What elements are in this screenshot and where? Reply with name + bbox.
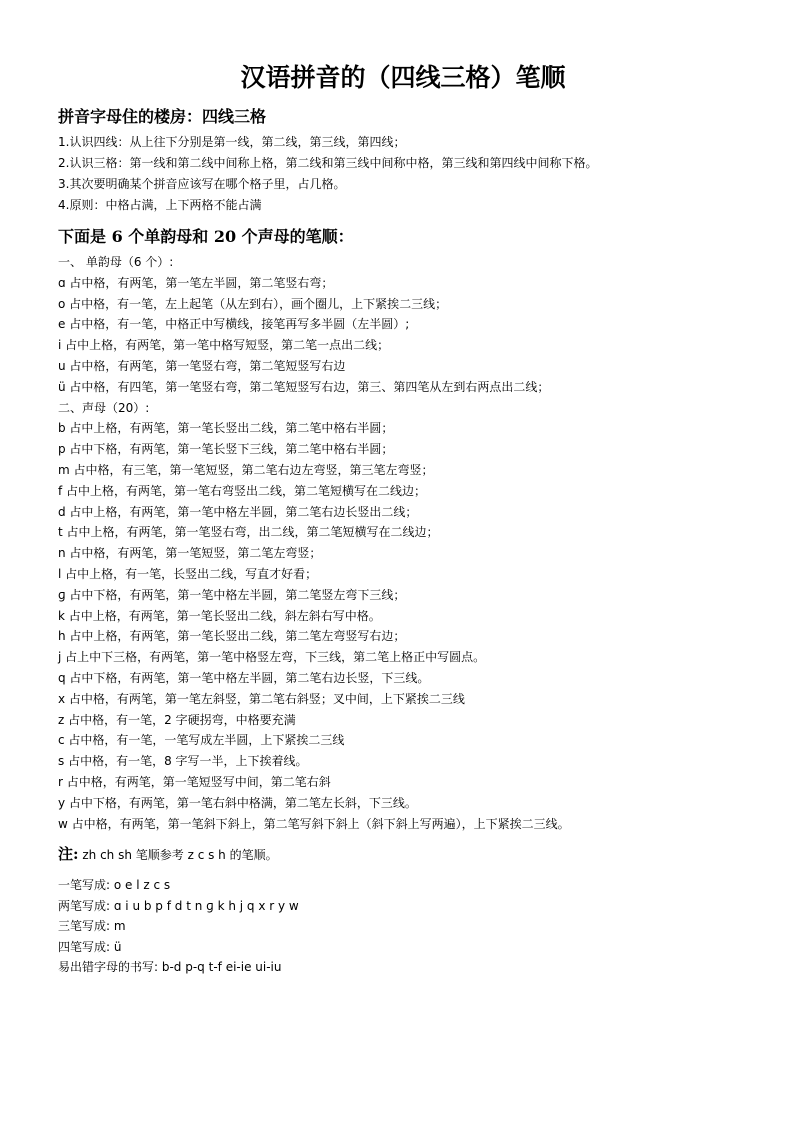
- consonant-item: b 占中上格，有两笔，第一笔长竖出二线，第二笔中格右半圆；: [58, 421, 394, 436]
- vowel-item: u 占中格，有两笔，第一笔竖右弯，第二笔短竖写右边: [58, 358, 346, 373]
- consonant-item: ɡ 占中下格，有两笔，第一笔中格左半圆，第二笔竖左弯下三线；: [58, 587, 406, 602]
- stroke-group-line: 两笔写成: ɑ i u b p f d t n ɡ k h j q x r y w: [58, 898, 299, 913]
- consonant-item: m 占中格，有三笔，第一笔短竖，第二笔右边左弯竖，第三笔左弯竖；: [58, 462, 434, 477]
- consonant-item: w 占中格，有两笔，第一笔斜下斜上，第二笔写斜下斜上（斜下斜上写两遍），上下紧挨二三线。: [58, 816, 570, 831]
- vowel-item: o 占中格，有一笔，左上起笔（从左到右），画个圈儿，上下紧挨二三线；: [58, 296, 448, 311]
- vowel-item: i 占中上格，有两笔，第一笔中格写短竖，第二笔一点出二线；: [58, 338, 390, 353]
- document-page: [58, 58, 748, 978]
- consonant-item: z 占中格，有一笔，2 字硬拐弯，中格要充满: [58, 712, 296, 727]
- consonant-item: k 占中上格，有两笔，第一笔长竖出二线，斜左斜右写中格。: [58, 608, 381, 623]
- vowel-item: ü 占中格，有四笔，第一笔竖右弯，第二笔短竖写右边，第三、第四笔从左到右两点出二线；: [58, 379, 550, 394]
- consonant-item: h 占中上格，有两笔，第一笔长竖出二线，第二笔左弯竖写右边；: [58, 629, 406, 644]
- note-paragraph: [58, 842, 748, 867]
- vowels-list: [58, 252, 748, 398]
- vowel-item: ɑ 占中格，有两笔，第一笔左半圆，第二笔竖右弯；: [58, 275, 334, 290]
- section1-heading: 拼音字母住的楼房：四线三格: [58, 107, 267, 126]
- consonant-item: s 占中格，有一笔，8 字写一半，上下挨着线。: [58, 754, 308, 769]
- stroke-group-line: 一笔写成: o e l z c s: [58, 878, 171, 893]
- consonant-item: d 占中上格，有两笔，第一笔中格左半圆，第二笔右边长竖出二线；: [58, 504, 418, 519]
- vowel-item: e 占中格，有一笔，中格正中写横线，接笔再写多半圆（左半圆）;: [58, 317, 410, 332]
- consonant-item: y 占中下格，有两笔，第一笔右斜中格满，第二笔左长斜，下三线。: [58, 795, 417, 810]
- stroke-group-line: 四笔写成: ü: [58, 939, 122, 954]
- vowels-title: 一、 单韵母（6 个）:: [58, 255, 174, 269]
- consonant-item: r 占中格，有两笔，第一笔短竖写中间，第二笔右斜: [58, 774, 331, 789]
- consonants-title: 二、声母（20）:: [58, 400, 150, 415]
- stroke-group-line: 易出错字母的书写: b-d p-q t-f ei-ie ui-iu: [58, 960, 282, 975]
- consonant-item: q 占中下格，有两笔，第一笔中格左半圆，第二笔右边长竖，下三线。: [58, 670, 430, 685]
- stroke-count-list: [58, 875, 748, 978]
- rule-item: 3.其次要明确某个拼音应该写在哪个格子里，占几格。: [58, 177, 346, 191]
- consonant-item: t 占中上格，有两笔，第一笔竖右弯，出二线，第二笔短横写在二线边；: [58, 525, 439, 540]
- consonant-item: c 占中格，有一笔，一笔写成左半圆，上下紧挨二三线: [58, 733, 345, 748]
- consonant-item: f 占中上格，有两笔，第一笔右弯竖出二线，第二笔短横写在二线边；: [58, 483, 427, 498]
- page-title: 汉语拼音的（四线三格）笔顺: [240, 63, 566, 92]
- rule-item: 4.原则：中格占满，上下两格不能占满: [58, 198, 262, 212]
- rule-item: 2.认识三格：第一线和第二线中间称上格，第二线和第三线中间称中格，第三线和第四线中间称下格。: [58, 156, 598, 170]
- note-text: zh ch sh 笔顺参考 z c s h 的笔顺。: [78, 848, 278, 863]
- consonants-list: [58, 398, 748, 835]
- note-label: 注:: [58, 845, 79, 864]
- consonant-item: l 占中上格，有一笔，长竖出二线，写直才好看；: [58, 566, 318, 581]
- stroke-group-line: 三笔写成: m: [58, 919, 126, 934]
- consonant-item: x 占中格，有两笔，第一笔左斜竖，第二笔右斜竖；叉中间，上下紧挨二三线: [58, 691, 465, 706]
- consonant-item: p 占中下格，有两笔，第一笔长竖下三线，第二笔中格右半圆；: [58, 442, 394, 457]
- section2-heading: 下面是 6 个单韵母和 20 个声母的笔顺：: [58, 227, 354, 246]
- rule-item: 1.认识四线：从上往下分别是第一线，第二线，第三线，第四线；: [58, 135, 406, 149]
- rules-list: [58, 132, 748, 216]
- consonant-item: j 占上中下三格，有两笔，第一笔中格竖左弯，下三线，第二笔上格正中写圆点。: [58, 650, 486, 665]
- consonant-item: n 占中格，有两笔，第一笔短竖，第二笔左弯竖；: [58, 546, 322, 561]
